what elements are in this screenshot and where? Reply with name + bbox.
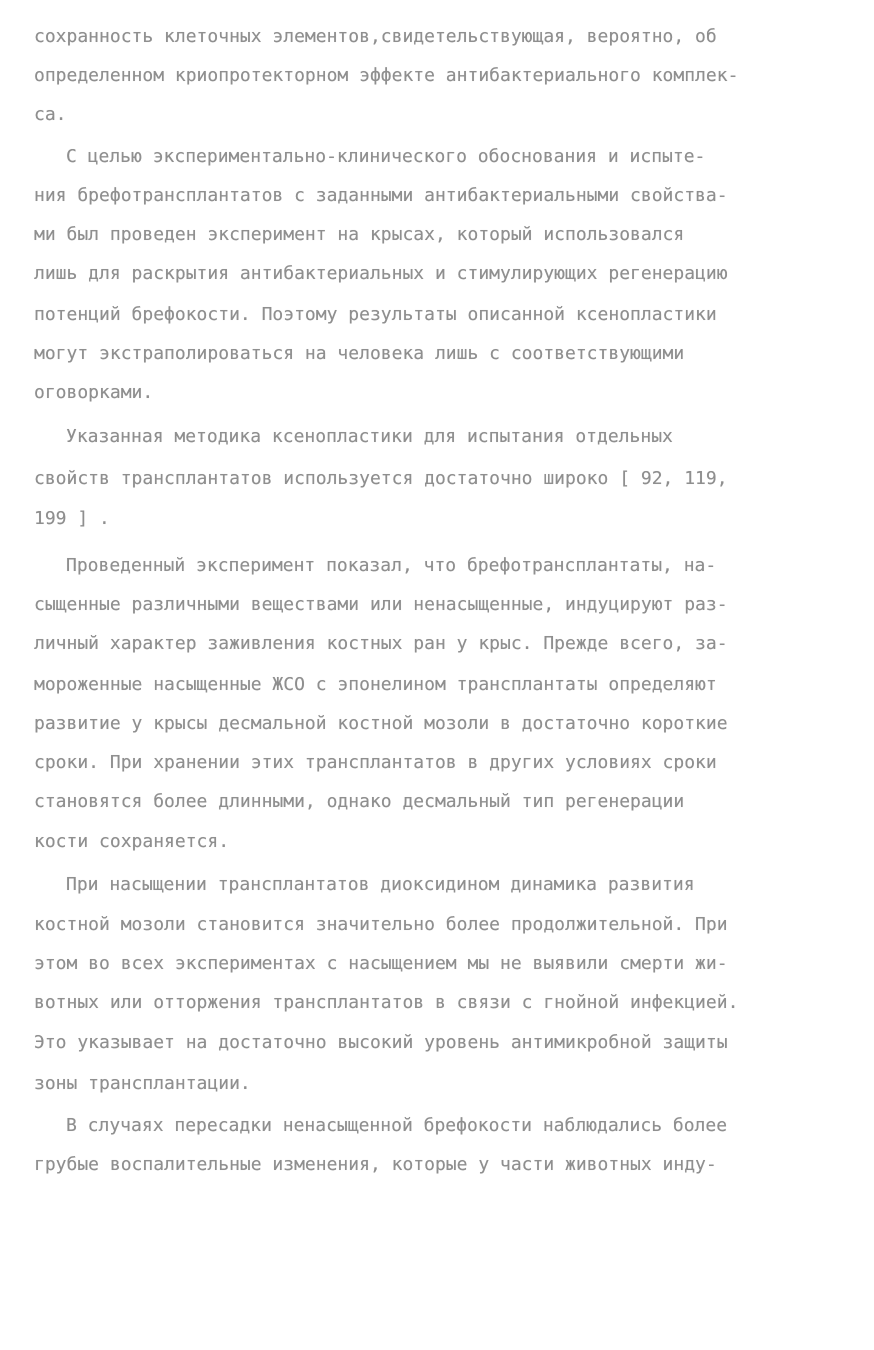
- text-line: мороженные насыщенные ЖСО с эпонелином трансплантаты определяют: [34, 674, 717, 695]
- text-line: Указанная методика ксенопластики для испытания отдельных: [66, 426, 673, 447]
- text-line: костной мозоли становится значительно более продолжительной. При: [34, 914, 728, 935]
- text-line: вотных или отторжения трансплантатов в связи с гнойной инфекцией.: [34, 992, 739, 1013]
- text-line: сыщенные различными веществами или ненасыщенные, индуцируют раз-: [34, 594, 728, 615]
- text-line: С целью экспериментально-клинического обоснования и испыте-: [66, 146, 706, 167]
- text-line: определенном криопротекторном эффекте антибактериального комплек-: [34, 65, 739, 86]
- text-line: грубые воспалительные изменения, которые у части животных инду-: [34, 1154, 717, 1175]
- text-line: потенций брефокости. Поэтому результаты описанной ксенопластики: [34, 304, 717, 325]
- text-line: личный характер заживления костных ран у крыс. Прежде всего, за-: [34, 633, 728, 654]
- text-line: В случаях пересадки ненасыщенной брефокости наблюдались более: [66, 1115, 728, 1136]
- text-line: зоны трансплантации.: [34, 1073, 251, 1094]
- text-line: этом во всех экспериментах с насыщением мы не выявили смерти жи-: [34, 953, 728, 974]
- text-line: Это указывает на достаточно высокий уровень антимикробной защиты: [34, 1032, 728, 1053]
- text-line: свойств трансплантатов используется достаточно широко [ 92, 119,: [34, 468, 728, 489]
- text-line: становятся более длинными, однако десмальный тип регенерации: [34, 791, 685, 812]
- text-line: лишь для раскрытия антибактериальных и стимулирующих регенерацию: [34, 263, 728, 284]
- text-line: оговорками.: [34, 382, 154, 403]
- text-line: Проведенный эксперимент показал, что брефотрансплантаты, на-: [66, 555, 717, 576]
- text-line: сроки. При хранении этих трансплантатов в других условиях сроки: [34, 752, 717, 773]
- text-line: 199 ] .: [34, 508, 110, 529]
- text-line: сохранность клеточных элементов,свидетельствующая, вероятно, об: [34, 26, 717, 47]
- text-line: ния брефотрансплантатов с заданными антибактериальными свойства-: [34, 185, 728, 206]
- text-line: ми был проведен эксперимент на крысах, который использовался: [34, 224, 685, 245]
- text-line: са.: [34, 104, 67, 125]
- text-line: При насыщении трансплантатов диоксидином динамика развития: [66, 874, 695, 895]
- text-line: развитие у крысы десмальной костной мозоли в достаточно короткие: [34, 713, 728, 734]
- text-line: могут экстраполироваться на человека лишь с соответствующими: [34, 343, 685, 364]
- text-line: кости сохраняется.: [34, 831, 230, 852]
